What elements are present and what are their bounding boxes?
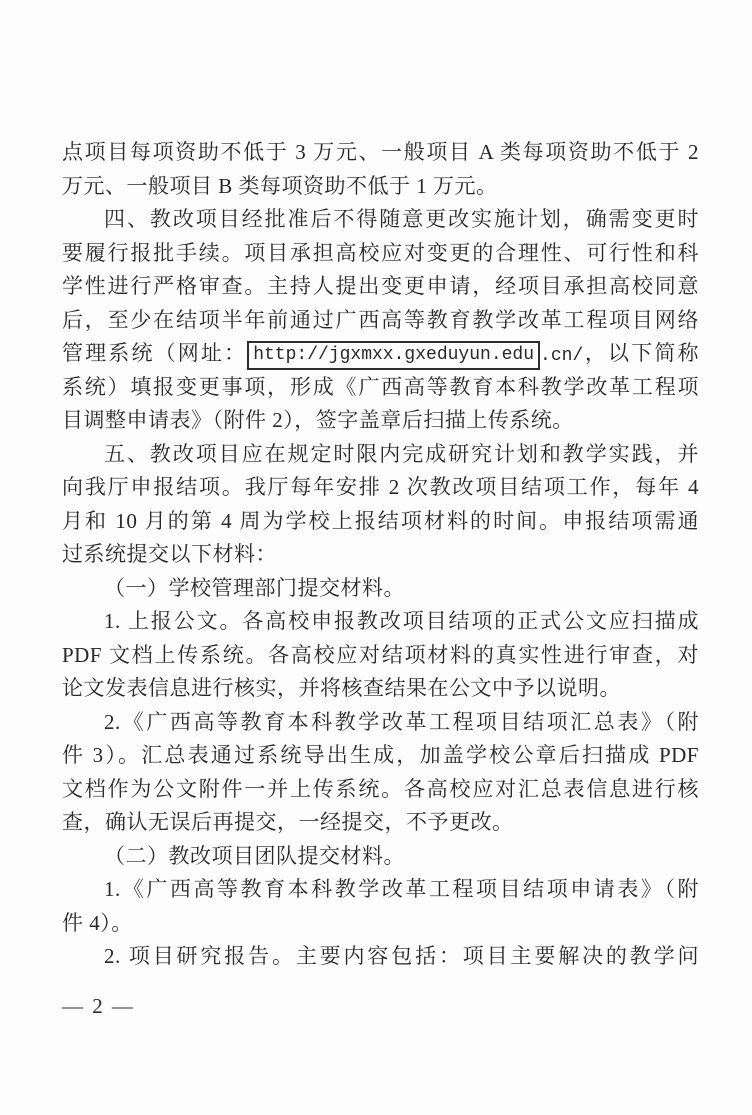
text-line: （一）学校管理部门提交材料。	[104, 575, 405, 600]
text-line: 要履行报批手续。项目承担高校应对变更的合理性、可行性和科	[62, 240, 699, 265]
text-line: 2.《广西高等教育本科教学改革工程项目结项汇总表》（附	[104, 709, 699, 734]
text-line: 系统）填报变更事项，形成《广西高等教育本科教学改革工程项	[62, 374, 699, 399]
text-line: 1.《广西高等教育本科教学改革工程项目结项申请表》（附	[104, 877, 699, 901]
text-line: 文档作为公文附件一并上传系统。各高校应对汇总表信息进行核	[62, 776, 699, 801]
text-line: 查，确认无误后再提交，一经提交，不予更改。	[62, 810, 514, 834]
text-line: 五、教改项目应在规定时限内完成研究计划和教学实践，并	[104, 441, 699, 466]
url-text: .cn/	[540, 346, 584, 366]
text-line: 点项目每项资助不低于 3 万元、一般项目 A 类每项资助不低于 2	[62, 140, 699, 164]
text-line: （二）教改项目团队提交材料。	[104, 843, 405, 868]
url-box[interactable]: http://jgxmxx.gxeduyun.edu	[247, 341, 540, 370]
text-line: 万元、一般项目 B 类每项资助不低于 1 万元。	[62, 173, 498, 198]
text-line: 件 4）。	[62, 910, 133, 935]
text-segment: 管理系统（网址：	[62, 341, 248, 365]
text-line: 目调整申请表》（附件 2），签字盖章后扫描上传系统。	[62, 408, 574, 432]
text-line: 学性进行严格审查。主持人提出变更申请，经项目承担高校同意	[62, 274, 699, 298]
text-line: 月和 10 月的第 4 周为学校上报结项材料的时间。申报结项需通	[62, 508, 699, 533]
text-line: 2. 项目研究报告。主要内容包括：项目主要解决的教学问	[104, 944, 699, 968]
text-segment: ，以下简称	[583, 341, 699, 365]
text-line: 向我厅申报结项。我厅每年安排 2 次教改项目结项工作，每年 4	[62, 475, 699, 499]
text-line: 四、教改项目经批准后不得随意更改实施计划，确需变更时	[104, 207, 699, 231]
document-body	[62, 136, 699, 974]
text-line: 过系统提交以下材料：	[62, 542, 277, 566]
text-line: 论文发表信息进行核实，并将核查结果在公文中予以说明。	[62, 676, 621, 700]
text-line: 后，至少在结项半年前通过广西高等教育教学改革工程项目网络	[62, 307, 699, 332]
text-line	[62, 337, 699, 371]
page-number: — 2 —	[62, 994, 135, 1018]
text-line: PDF 文档上传系统。各高校应对结项材料的真实性进行审查，对	[62, 642, 699, 667]
text-line: 件 3）。汇总表通过系统导出生成，加盖学校公章后扫描成 PDF	[62, 743, 699, 767]
text-line: 1. 上报公文。各高校申报教改项目结项的正式公文应扫描成	[104, 609, 699, 633]
